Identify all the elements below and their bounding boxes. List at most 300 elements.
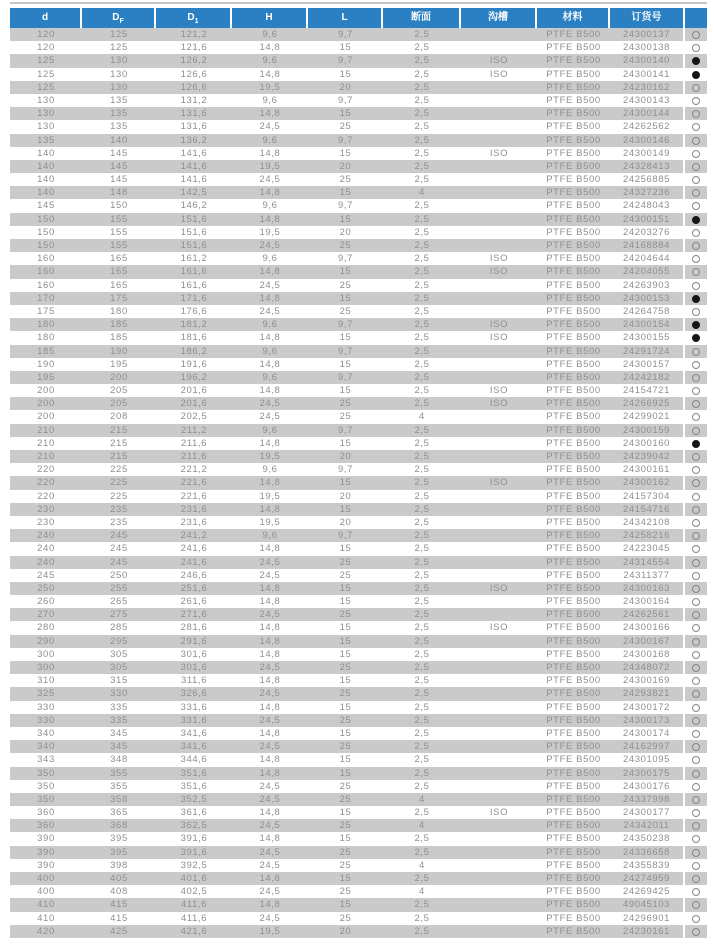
cell-d1: 401,6 xyxy=(180,873,208,884)
cell-d1: 291,6 xyxy=(180,635,208,647)
cell-order-no: 24300144 xyxy=(610,107,685,120)
cell-groove xyxy=(461,213,537,226)
cell-h: 9,6 xyxy=(262,134,278,146)
cell-order-no: 24242182 xyxy=(610,371,685,384)
availability-open-circle-icon xyxy=(692,770,700,778)
cell-d1: 151,6 xyxy=(180,240,208,251)
cell-l: 15 xyxy=(339,582,352,594)
cell-order-no: 24300157 xyxy=(610,358,685,371)
cell-d: 145 xyxy=(37,200,55,212)
cell-d: 125 xyxy=(37,68,55,80)
cell-order-no: 24300161 xyxy=(610,463,685,476)
cell-h: 14,8 xyxy=(259,727,281,739)
cell-d1: 271,6 xyxy=(180,609,208,621)
cell-df: 145 xyxy=(110,147,128,159)
cell-d1: 331,6 xyxy=(180,714,208,726)
cell-material: PTFE B500 xyxy=(546,569,601,581)
cell-material: PTFE B500 xyxy=(546,648,601,660)
cell-order-no: 24168884 xyxy=(610,239,685,252)
cell-d1: 391,6 xyxy=(180,846,208,858)
cell-df: 425 xyxy=(110,925,128,937)
cell-d: 410 xyxy=(37,912,55,924)
cell-section: 2,5 xyxy=(414,516,430,528)
cell-df: 215 xyxy=(110,437,128,449)
cell-section: 2,5 xyxy=(414,912,430,924)
cell-availability xyxy=(685,780,707,793)
cell-availability xyxy=(685,542,707,555)
cell-d1: 202,5 xyxy=(180,411,208,423)
cell-groove xyxy=(461,780,537,793)
cell-order-no: 24154716 xyxy=(610,503,685,516)
availability-filled-circle-icon xyxy=(692,321,700,329)
cell-d: 410 xyxy=(37,899,55,911)
cell-h: 24,5 xyxy=(259,780,281,792)
cell-df: 155 xyxy=(110,213,128,225)
cell-groove xyxy=(461,463,537,476)
column-header-availability xyxy=(685,8,707,28)
cell-df: 150 xyxy=(110,200,128,212)
cell-d1: 142,5 xyxy=(180,187,208,199)
column-header-subscript: 1 xyxy=(194,18,199,25)
cell-d: 210 xyxy=(37,437,55,449)
column-header-subscript: F xyxy=(119,18,124,25)
table-row xyxy=(10,81,707,94)
cell-d1: 231,6 xyxy=(180,516,208,528)
table-row xyxy=(10,463,707,476)
cell-h: 14,8 xyxy=(259,833,281,845)
cell-df: 285 xyxy=(110,622,128,634)
availability-open-circle-icon xyxy=(692,374,700,382)
cell-d: 175 xyxy=(37,305,55,317)
cell-material: PTFE B500 xyxy=(546,688,601,700)
cell-availability xyxy=(685,54,707,67)
cell-material: PTFE B500 xyxy=(546,121,601,133)
cell-l: 9,7 xyxy=(337,345,353,357)
cell-section: 2,5 xyxy=(414,477,430,489)
cell-l: 9,7 xyxy=(337,134,353,146)
cell-order-no: 24162997 xyxy=(610,740,685,753)
cell-availability xyxy=(685,437,707,450)
cell-d: 140 xyxy=(37,147,55,159)
cell-d1: 211,6 xyxy=(180,451,208,462)
cell-availability xyxy=(685,806,707,819)
availability-open-circle-icon xyxy=(692,229,700,237)
cell-section: 2,5 xyxy=(414,305,430,317)
cell-material: PTFE B500 xyxy=(546,266,601,278)
availability-open-circle-icon xyxy=(692,862,700,870)
cell-d: 160 xyxy=(37,253,55,265)
cell-h: 24,5 xyxy=(259,305,281,317)
cell-df: 315 xyxy=(110,675,128,687)
cell-df: 368 xyxy=(110,820,128,832)
cell-groove xyxy=(461,81,537,94)
cell-section: 2,5 xyxy=(414,332,430,344)
cell-groove xyxy=(461,569,537,582)
column-header-order-no: 订货号 xyxy=(610,8,685,28)
cell-material: PTFE B500 xyxy=(546,859,601,871)
cell-section: 2,5 xyxy=(414,503,430,515)
cell-material: PTFE B500 xyxy=(546,741,601,753)
cell-order-no: 24300140 xyxy=(610,54,685,67)
cell-groove xyxy=(461,503,537,516)
cell-l: 15 xyxy=(339,596,352,608)
cell-d: 130 xyxy=(37,108,55,120)
cell-df: 148 xyxy=(110,187,128,199)
cell-d: 400 xyxy=(37,886,55,898)
cell-d1: 411,6 xyxy=(180,912,208,924)
table-row xyxy=(10,331,707,344)
cell-df: 130 xyxy=(110,55,128,67)
cell-section: 2,5 xyxy=(414,55,430,67)
cell-availability xyxy=(685,846,707,859)
cell-groove xyxy=(461,28,537,41)
cell-l: 25 xyxy=(339,240,352,251)
availability-open-circle-icon xyxy=(692,506,700,514)
availability-open-circle-icon xyxy=(692,611,700,619)
cell-section: 2,5 xyxy=(414,464,430,476)
cell-d1: 196,2 xyxy=(180,371,208,383)
cell-availability xyxy=(685,41,707,54)
cell-df: 125 xyxy=(110,42,128,54)
cell-availability xyxy=(685,318,707,331)
cell-section: 2,5 xyxy=(414,741,430,753)
cell-l: 25 xyxy=(339,859,352,871)
cell-availability xyxy=(685,912,707,925)
cell-groove xyxy=(461,410,537,423)
cell-material: PTFE B500 xyxy=(546,319,601,331)
cell-df: 245 xyxy=(110,556,128,568)
cell-material: PTFE B500 xyxy=(546,609,601,621)
cell-groove xyxy=(461,345,537,358)
cell-l: 15 xyxy=(339,332,352,344)
cell-l: 9,7 xyxy=(337,200,353,212)
cell-section: 4 xyxy=(419,859,425,871)
cell-material: PTFE B500 xyxy=(546,332,601,344)
cell-l: 9,7 xyxy=(337,530,353,542)
cell-groove xyxy=(461,832,537,845)
cell-order-no: 24300151 xyxy=(610,213,685,226)
availability-filled-circle-icon xyxy=(692,334,700,342)
cell-order-no: 24348072 xyxy=(610,661,685,674)
availability-open-circle-icon xyxy=(692,835,700,843)
cell-order-no: 24336658 xyxy=(610,846,685,859)
cell-availability xyxy=(685,371,707,384)
cell-d: 220 xyxy=(37,477,55,489)
cell-groove: ISO xyxy=(489,147,509,159)
cell-d: 160 xyxy=(37,279,55,291)
cell-order-no: 24300149 xyxy=(610,147,685,160)
availability-open-circle-icon xyxy=(692,361,700,369)
cell-h: 14,8 xyxy=(259,108,281,120)
cell-d1: 126,6 xyxy=(180,81,208,93)
cell-material: PTFE B500 xyxy=(546,925,601,937)
cell-material: PTFE B500 xyxy=(546,292,601,304)
cell-l: 25 xyxy=(339,820,352,832)
table-row xyxy=(10,674,707,687)
cell-material: PTFE B500 xyxy=(546,240,601,251)
cell-d: 360 xyxy=(37,820,55,832)
cell-l: 20 xyxy=(339,490,352,502)
cell-groove xyxy=(461,767,537,780)
cell-availability xyxy=(685,384,707,397)
cell-order-no: 49045103 xyxy=(610,898,685,911)
cell-order-no: 24300160 xyxy=(610,437,685,450)
cell-l: 15 xyxy=(339,385,352,397)
cell-df: 130 xyxy=(110,68,128,80)
availability-filled-circle-icon xyxy=(692,71,700,79)
cell-groove: ISO xyxy=(489,582,509,594)
cell-order-no: 24300172 xyxy=(610,701,685,714)
cell-d: 180 xyxy=(37,319,55,331)
cell-section: 2,5 xyxy=(414,530,430,542)
availability-filled-circle-icon xyxy=(692,295,700,303)
cell-availability xyxy=(685,516,707,529)
cell-h: 9,6 xyxy=(262,253,278,265)
table-row xyxy=(10,740,707,753)
cell-availability xyxy=(685,134,707,147)
cell-l: 15 xyxy=(339,213,352,225)
cell-section: 2,5 xyxy=(414,609,430,621)
cell-material: PTFE B500 xyxy=(546,530,601,542)
cell-availability xyxy=(685,147,707,160)
cell-d: 125 xyxy=(37,55,55,67)
cell-df: 195 xyxy=(110,358,128,370)
cell-l: 15 xyxy=(339,147,352,159)
table-row xyxy=(10,780,707,793)
availability-open-circle-icon xyxy=(692,572,700,580)
cell-groove xyxy=(461,437,537,450)
cell-material: PTFE B500 xyxy=(546,94,601,106)
cell-l: 15 xyxy=(339,266,352,278)
cell-df: 155 xyxy=(110,226,128,238)
cell-section: 2,5 xyxy=(414,81,430,93)
cell-order-no: 24274959 xyxy=(610,872,685,885)
cell-order-no: 24239042 xyxy=(610,450,685,463)
table-row xyxy=(10,41,707,54)
table-row xyxy=(10,476,707,489)
cell-l: 25 xyxy=(339,411,352,423)
cell-df: 205 xyxy=(110,398,128,410)
cell-groove: ISO xyxy=(489,385,509,397)
availability-open-circle-icon xyxy=(692,493,700,501)
table-row xyxy=(10,68,707,81)
cell-h: 14,8 xyxy=(259,675,281,687)
cell-d1: 351,6 xyxy=(180,780,208,792)
cell-h: 14,8 xyxy=(259,187,281,199)
table-row xyxy=(10,120,707,133)
cell-d: 125 xyxy=(37,81,55,93)
cell-order-no: 24300154 xyxy=(610,318,685,331)
table-row xyxy=(10,925,707,938)
table-row xyxy=(10,635,707,648)
availability-filled-circle-icon xyxy=(692,216,700,224)
cell-availability xyxy=(685,292,707,305)
cell-section: 2,5 xyxy=(414,675,430,687)
table-row xyxy=(10,437,707,450)
cell-h: 24,5 xyxy=(259,174,281,186)
cell-groove xyxy=(461,727,537,740)
cell-availability xyxy=(685,424,707,437)
cell-h: 14,8 xyxy=(259,437,281,449)
cell-groove: ISO xyxy=(489,807,509,819)
cell-df: 180 xyxy=(110,305,128,317)
cell-d: 140 xyxy=(37,160,55,172)
cell-df: 295 xyxy=(110,635,128,647)
cell-groove xyxy=(461,912,537,925)
cell-availability xyxy=(685,727,707,740)
cell-d1: 246,6 xyxy=(180,569,208,581)
cell-d1: 221,2 xyxy=(180,464,208,476)
cell-material: PTFE B500 xyxy=(546,174,601,186)
cell-df: 135 xyxy=(110,108,128,120)
cell-d: 240 xyxy=(37,556,55,568)
table-row xyxy=(10,371,707,384)
cell-order-no: 24300155 xyxy=(610,331,685,344)
cell-material: PTFE B500 xyxy=(546,793,601,805)
cell-section: 2,5 xyxy=(414,767,430,779)
cell-availability xyxy=(685,199,707,212)
cell-section: 2,5 xyxy=(414,727,430,739)
cell-df: 175 xyxy=(110,292,128,304)
cell-section: 2,5 xyxy=(414,134,430,146)
cell-material: PTFE B500 xyxy=(546,160,601,172)
cell-df: 250 xyxy=(110,569,128,581)
cell-section: 2,5 xyxy=(414,121,430,133)
cell-material: PTFE B500 xyxy=(546,385,601,397)
availability-open-circle-icon xyxy=(692,677,700,685)
cell-h: 14,8 xyxy=(259,292,281,304)
table-row xyxy=(10,727,707,740)
cell-df: 398 xyxy=(110,859,128,871)
cell-h: 9,6 xyxy=(262,371,278,383)
table-row xyxy=(10,701,707,714)
cell-availability xyxy=(685,397,707,410)
table-row xyxy=(10,160,707,173)
cell-l: 25 xyxy=(339,886,352,898)
availability-open-circle-icon xyxy=(692,123,700,131)
cell-d: 360 xyxy=(37,807,55,819)
cell-d1: 211,6 xyxy=(180,437,208,449)
cell-availability xyxy=(685,740,707,753)
cell-d1: 361,6 xyxy=(180,807,208,819)
cell-h: 14,8 xyxy=(259,622,281,634)
cell-order-no: 24300159 xyxy=(610,424,685,437)
cell-availability xyxy=(685,767,707,780)
cell-d: 150 xyxy=(37,226,55,238)
cell-material: PTFE B500 xyxy=(546,780,601,792)
cell-availability xyxy=(685,345,707,358)
cell-groove xyxy=(461,898,537,911)
cell-l: 15 xyxy=(339,68,352,80)
cell-d1: 186,2 xyxy=(180,345,208,357)
cell-order-no: 24300137 xyxy=(610,28,685,41)
availability-open-circle-icon xyxy=(692,822,700,830)
cell-d1: 241,6 xyxy=(180,556,208,568)
cell-order-no: 24300141 xyxy=(610,68,685,81)
cell-l: 25 xyxy=(339,741,352,753)
cell-material: PTFE B500 xyxy=(546,912,601,924)
availability-open-circle-icon xyxy=(692,743,700,751)
cell-d: 300 xyxy=(37,662,55,673)
cell-df: 275 xyxy=(110,609,128,621)
cell-order-no: 24314554 xyxy=(610,556,685,569)
cell-section: 2,5 xyxy=(414,596,430,608)
cell-df: 215 xyxy=(110,424,128,436)
cell-l: 15 xyxy=(339,358,352,370)
table-row xyxy=(10,793,707,806)
table-row xyxy=(10,648,707,661)
table-row xyxy=(10,213,707,226)
cell-section: 4 xyxy=(419,820,425,832)
column-header-d1: $D_1$ xyxy=(156,8,232,28)
table-header-row xyxy=(10,8,707,28)
cell-h: 14,8 xyxy=(259,147,281,159)
cell-order-no: 24355839 xyxy=(610,859,685,872)
cell-material: PTFE B500 xyxy=(546,437,601,449)
cell-d1: 201,6 xyxy=(180,398,208,410)
table-row xyxy=(10,516,707,529)
cell-order-no: 24300176 xyxy=(610,780,685,793)
cell-df: 395 xyxy=(110,833,128,845)
cell-df: 358 xyxy=(110,793,128,805)
cell-h: 9,6 xyxy=(262,530,278,542)
cell-h: 14,8 xyxy=(259,503,281,515)
cell-order-no: 24293821 xyxy=(610,687,685,700)
cell-order-no: 24269425 xyxy=(610,885,685,898)
cell-order-no: 24311377 xyxy=(610,569,685,582)
cell-section: 2,5 xyxy=(414,174,430,186)
cell-material: PTFE B500 xyxy=(546,42,601,54)
cell-material: PTFE B500 xyxy=(546,714,601,726)
cell-d1: 326,6 xyxy=(180,688,208,700)
cell-h: 14,8 xyxy=(259,635,281,647)
cell-material: PTFE B500 xyxy=(546,662,601,673)
cell-h: 14,8 xyxy=(259,543,281,555)
cell-d1: 161,6 xyxy=(180,279,208,291)
availability-open-circle-icon xyxy=(692,585,700,593)
cell-l: 25 xyxy=(339,398,352,410)
cell-section: 2,5 xyxy=(414,213,430,225)
cell-l: 20 xyxy=(339,451,352,462)
cell-groove xyxy=(461,371,537,384)
cell-availability xyxy=(685,450,707,463)
availability-open-circle-icon xyxy=(692,901,700,909)
cell-df: 365 xyxy=(110,807,128,819)
cell-l: 25 xyxy=(339,912,352,924)
cell-h: 14,8 xyxy=(259,701,281,713)
cell-section: 2,5 xyxy=(414,42,430,54)
cell-section: 2,5 xyxy=(414,490,430,502)
cell-l: 15 xyxy=(339,108,352,120)
cell-section: 2,5 xyxy=(414,543,430,555)
cell-material: PTFE B500 xyxy=(546,279,601,291)
cell-df: 348 xyxy=(110,754,128,766)
cell-d: 130 xyxy=(37,94,55,106)
cell-section: 2,5 xyxy=(414,345,430,357)
cell-l: 15 xyxy=(339,42,352,54)
cell-d: 160 xyxy=(37,266,55,278)
cell-section: 2,5 xyxy=(414,569,430,581)
table-row xyxy=(10,226,707,239)
cell-h: 14,8 xyxy=(259,582,281,594)
top-divider xyxy=(10,2,707,4)
availability-open-circle-icon xyxy=(692,559,700,567)
cell-df: 130 xyxy=(110,81,128,93)
cell-l: 15 xyxy=(339,292,352,304)
cell-order-no: 24299021 xyxy=(610,410,685,423)
cell-df: 200 xyxy=(110,371,128,383)
cell-l: 25 xyxy=(339,556,352,568)
